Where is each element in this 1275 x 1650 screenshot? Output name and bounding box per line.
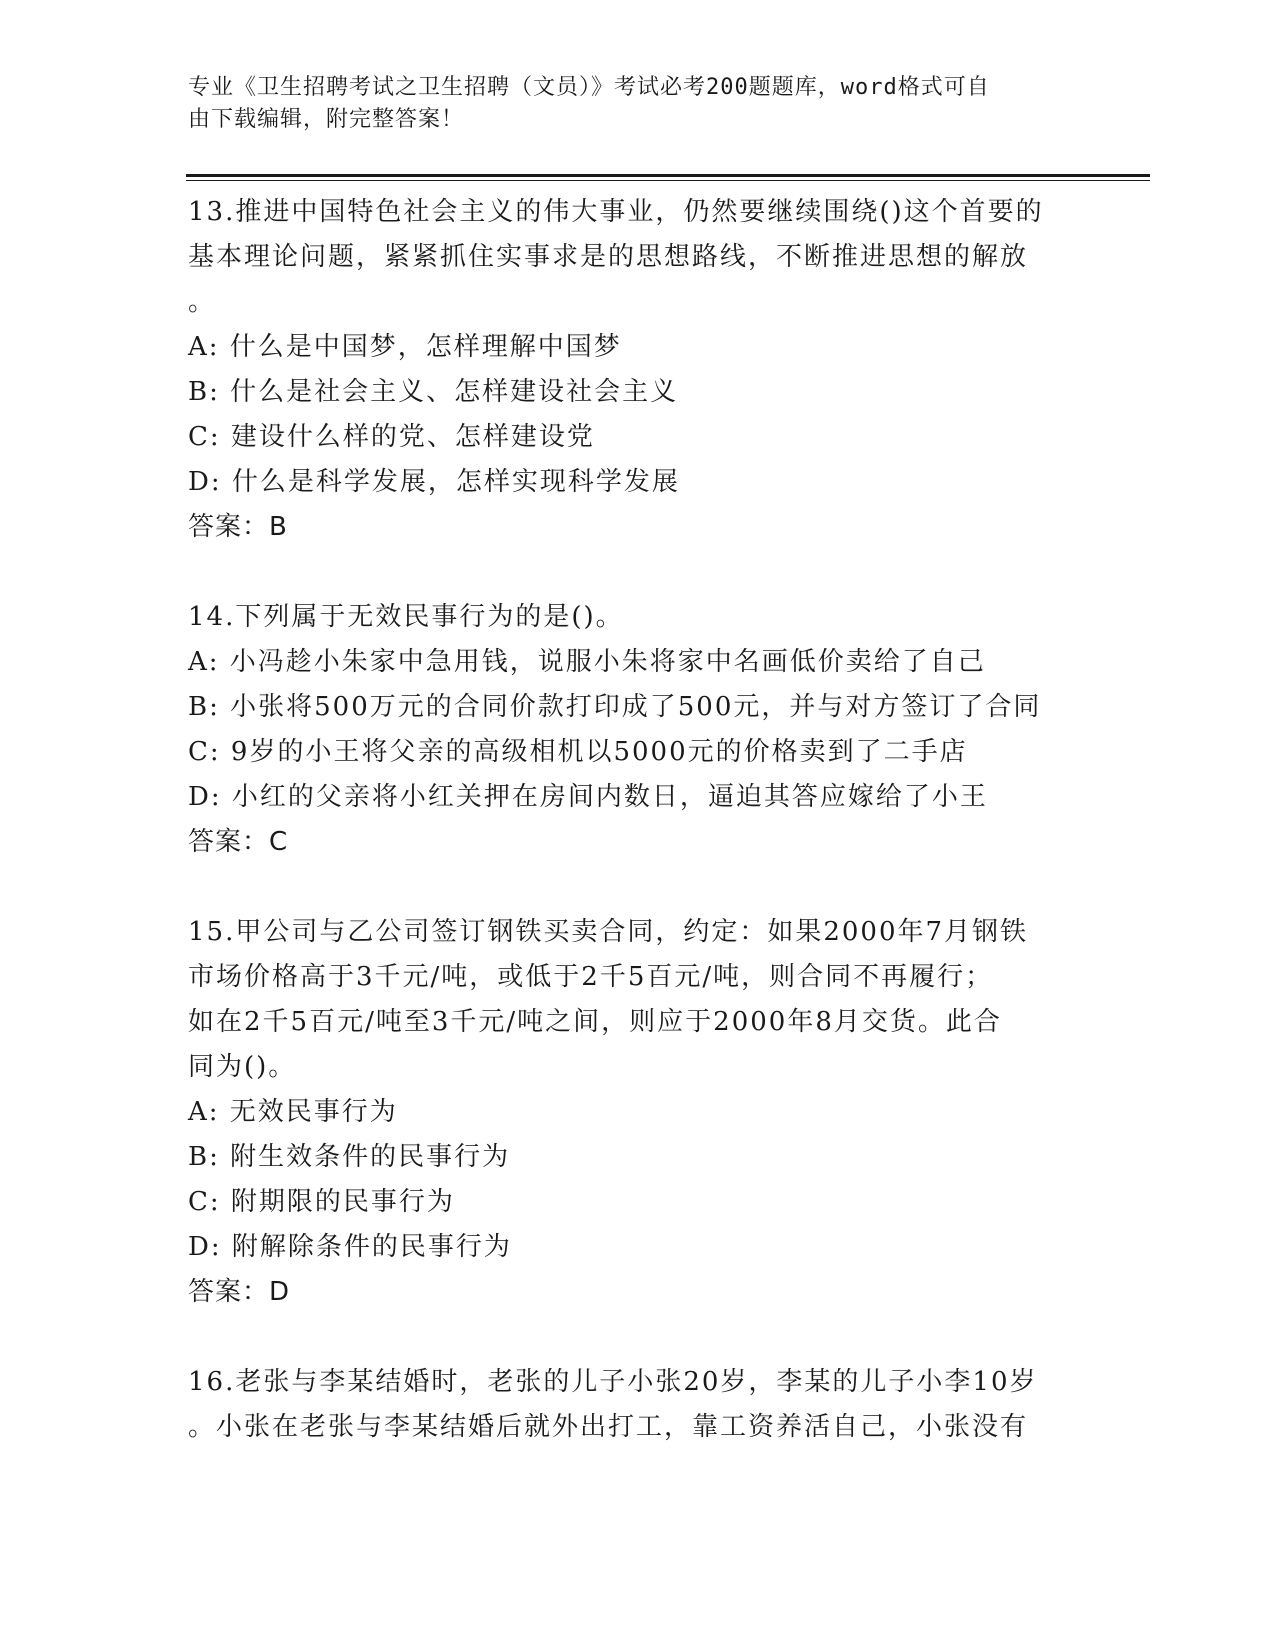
answer-label: 答案：	[188, 827, 270, 857]
question-text-line: 16.老张与李某结婚时，老张的儿子小张20岁，李某的儿子小李10岁	[188, 1367, 1038, 1397]
answer-line	[188, 820, 1068, 865]
header-line-2: 由下载编辑，附完整答案！	[188, 107, 465, 132]
question-13	[188, 190, 1068, 550]
answer-value: C	[269, 827, 288, 857]
option-a: A: 无效民事行为	[188, 1097, 398, 1127]
question-text-line: 如在2千5百元/吨至3千元/吨之间，则应于2000年8月交货。此合	[188, 1007, 1002, 1037]
option-c: C: 附期限的民事行为	[188, 1187, 455, 1217]
answer-label: 答案：	[188, 512, 270, 542]
question-text-line: 。	[188, 287, 217, 317]
answer-label: 答案：	[188, 1277, 270, 1307]
question-text-line: 14.下列属于无效民事行为的是()。	[188, 602, 624, 632]
question-text-line: 15.甲公司与乙公司签订钢铁买卖合同，约定：如果2000年7月钢铁	[188, 917, 1029, 947]
question-14	[188, 595, 1068, 865]
option-c: C: 9岁的小王将父亲的高级相机以5000元的价格卖到了二手店	[188, 737, 968, 767]
question-list	[188, 190, 1068, 1450]
question-text-line: 13.推进中国特色社会主义的伟大事业，仍然要继续围绕()这个首要的	[188, 197, 1044, 227]
option-c: C: 建设什么样的党、怎样建设党	[188, 422, 595, 452]
answer-value: B	[269, 512, 287, 542]
document-header	[188, 72, 1068, 136]
answer-line	[188, 505, 1068, 550]
option-b: B: 什么是社会主义、怎样建设社会主义	[188, 377, 679, 407]
question-text-line: 。小张在老张与李某结婚后就外出打工，靠工资养活自己，小张没有	[188, 1412, 1029, 1442]
header-line-1: 专业《卫生招聘考试之卫生招聘（文员）》考试必考200题题库，word格式可自	[188, 75, 990, 100]
option-d: D: 小红的父亲将小红关押在房间内数日，逼迫其答应嫁给了小王	[188, 782, 988, 812]
option-b: B: 小张将500万元的合同价款打印成了500元，并与对方签订了合同	[188, 692, 1042, 722]
option-a: A: 小冯趁小朱家中急用钱，说服小朱将家中名画低价卖给了自己	[188, 647, 986, 677]
option-b: B: 附生效条件的民事行为	[188, 1142, 511, 1172]
question-text-line: 市场价格高于3千元/吨，或低于2千5百元/吨，则合同不再履行；	[188, 962, 994, 992]
option-d: D: 什么是科学发展，怎样实现科学发展	[188, 467, 680, 497]
question-15	[188, 910, 1068, 1315]
header-rule-thin	[186, 180, 1150, 181]
header-rule-thick	[186, 174, 1150, 177]
answer-line	[188, 1270, 1068, 1315]
option-d: D: 附解除条件的民事行为	[188, 1232, 512, 1262]
question-text-line: 同为()。	[188, 1052, 297, 1082]
question-text-line: 基本理论问题，紧紧抓住实事求是的思想路线，不断推进思想的解放	[188, 242, 1029, 272]
option-a: A: 什么是中国梦，怎样理解中国梦	[188, 332, 622, 362]
question-16	[188, 1360, 1068, 1450]
answer-value: D	[269, 1277, 290, 1307]
